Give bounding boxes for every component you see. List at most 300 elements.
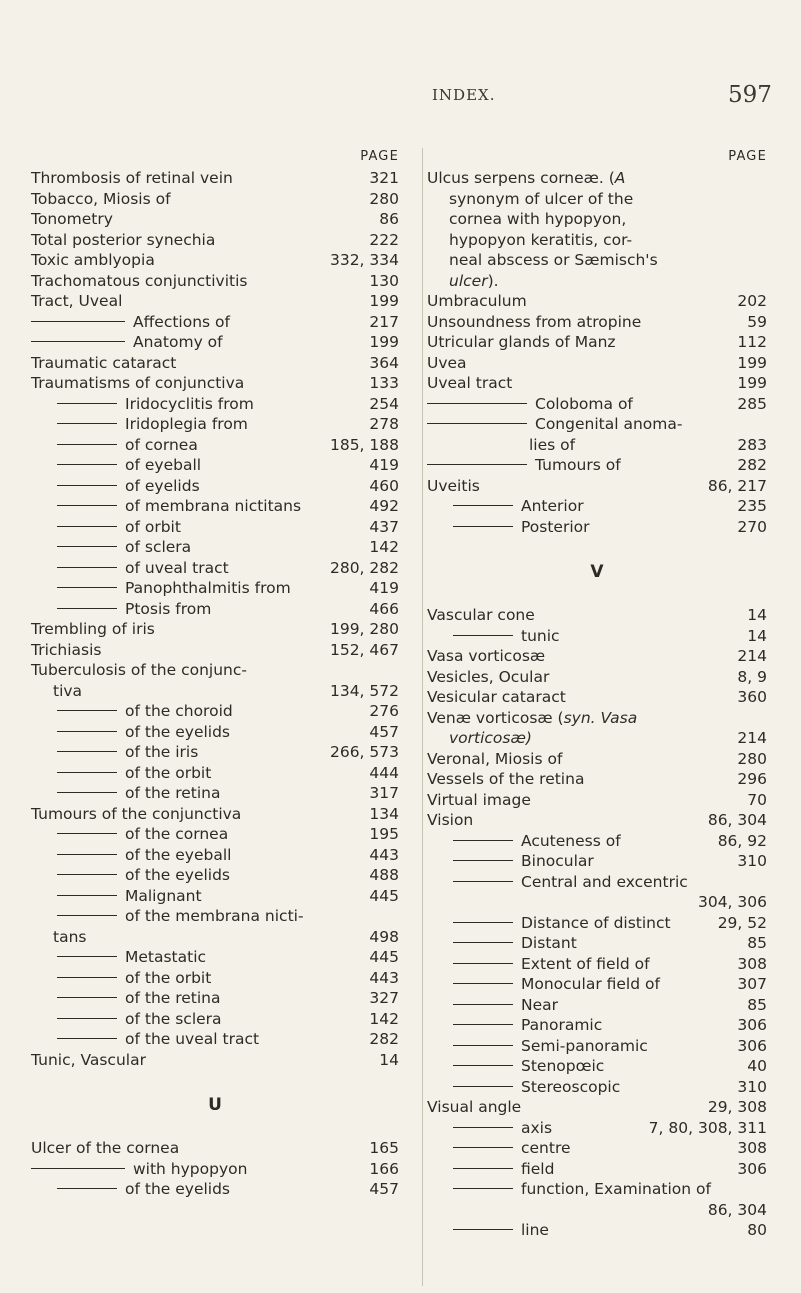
index-entry bbox=[427, 517, 767, 538]
entry-pages: 134, 572 bbox=[329, 681, 399, 700]
ditto-dash bbox=[57, 915, 117, 916]
entry-term: Vessels of the retina bbox=[427, 770, 585, 788]
index-entry bbox=[31, 312, 399, 333]
ditto-dash bbox=[453, 881, 513, 882]
ditto-dash bbox=[453, 922, 513, 923]
ditto-dash bbox=[453, 1024, 513, 1025]
entry-pages: 142 bbox=[369, 538, 399, 556]
ditto-dash bbox=[57, 444, 117, 445]
ditto-dash bbox=[57, 485, 117, 486]
entry-pages: 86, 92 bbox=[717, 831, 767, 850]
ditto-dash bbox=[57, 977, 117, 978]
index-entry-continued: cornea with hypopyon, bbox=[449, 210, 627, 228]
index-entry bbox=[31, 168, 399, 189]
index-entry bbox=[31, 927, 399, 948]
entry-term: Malignant bbox=[125, 886, 202, 905]
entry-term: Virtual image bbox=[427, 790, 531, 809]
entry-term: Tract, Uveal bbox=[31, 292, 123, 310]
entry-term: with hypopyon bbox=[133, 1159, 248, 1178]
ditto-dash bbox=[57, 792, 117, 793]
entry-term: Veronal, Miosis of bbox=[427, 749, 563, 768]
ditto-dash bbox=[453, 505, 513, 506]
entry-term: of uveal tract bbox=[125, 558, 229, 577]
index-entry bbox=[427, 312, 767, 333]
ditto-dash bbox=[57, 526, 117, 527]
index-entry bbox=[427, 913, 767, 934]
entry-pages: 199 bbox=[737, 353, 767, 372]
entry-pages: 283 bbox=[737, 435, 767, 454]
index-entry bbox=[31, 640, 399, 661]
entry-pages: 152, 467 bbox=[329, 640, 399, 659]
index-entries-u-cont bbox=[427, 291, 767, 537]
entry-pages: 29, 308 bbox=[707, 1098, 767, 1116]
entry-term: Anterior bbox=[521, 497, 584, 515]
entry-term: tunic bbox=[521, 626, 560, 645]
entry-pages: 466 bbox=[369, 599, 399, 618]
entry-term: function, Examination of bbox=[521, 1180, 711, 1198]
ditto-dash bbox=[57, 1038, 117, 1039]
index-entry bbox=[31, 1159, 399, 1180]
ditto-dash bbox=[31, 341, 125, 342]
entry-pages: 364 bbox=[369, 353, 399, 372]
index-entry bbox=[427, 728, 767, 749]
entry-pages: 195 bbox=[369, 825, 399, 843]
entry-term: Ulcer of the cornea bbox=[31, 1139, 180, 1157]
section-heading-v: V bbox=[590, 562, 604, 582]
entry-term: Central and excentric bbox=[521, 872, 688, 891]
index-entry bbox=[427, 373, 767, 394]
entry-pages: 488 bbox=[369, 866, 399, 884]
ditto-dash bbox=[453, 1229, 513, 1230]
entry-pages: 86, 304 bbox=[707, 1200, 767, 1219]
entry-term: Traumatisms of conjunctiva bbox=[31, 374, 245, 392]
entry-term: field bbox=[521, 1159, 555, 1178]
entry-term: Vascular cone bbox=[427, 606, 535, 624]
entry-pages: 85 bbox=[747, 995, 767, 1014]
index-entry bbox=[427, 455, 767, 476]
entry-pages: 332, 334 bbox=[329, 251, 399, 269]
index-entry bbox=[31, 886, 399, 907]
index-entry bbox=[31, 660, 399, 681]
entry-pages: 308 bbox=[737, 1139, 767, 1157]
entry-pages: 306 bbox=[737, 1016, 767, 1034]
ditto-dash bbox=[57, 403, 117, 404]
ditto-dash bbox=[453, 942, 513, 943]
entry-pages: 14 bbox=[747, 606, 767, 624]
index-entry bbox=[427, 974, 767, 995]
entry-term: of the choroid bbox=[125, 702, 233, 720]
index-entry bbox=[31, 599, 399, 620]
entry-term: Iridoplegia from bbox=[125, 415, 248, 433]
entry-pages: 280 bbox=[369, 189, 399, 208]
entry-term: Vesicular cataract bbox=[427, 688, 566, 706]
ditto-dash bbox=[57, 505, 117, 506]
ditto-dash bbox=[453, 1168, 513, 1169]
index-entry bbox=[427, 687, 767, 708]
entry-pages: 199 bbox=[369, 292, 399, 310]
left-column bbox=[31, 146, 399, 1200]
index-entry-continued: hypopyon keratitis, cor- bbox=[449, 230, 633, 249]
index-entry bbox=[427, 1097, 767, 1118]
entry-term: of the retina bbox=[125, 989, 221, 1007]
entry-term: Trembling of iris bbox=[31, 620, 155, 638]
entry-pages: 282 bbox=[369, 1030, 399, 1048]
entry-pages: 80 bbox=[747, 1221, 767, 1239]
index-entry bbox=[427, 1056, 767, 1077]
entry-pages: 327 bbox=[369, 989, 399, 1007]
entry-term: of the membrana nicti- bbox=[125, 907, 304, 925]
entry-pages: 443 bbox=[369, 845, 399, 864]
ditto-dash bbox=[57, 731, 117, 732]
page-header bbox=[0, 0, 801, 130]
ditto-dash bbox=[453, 1065, 513, 1066]
index-entry bbox=[31, 373, 399, 394]
ditto-dash bbox=[31, 321, 125, 322]
index-entry bbox=[31, 537, 399, 558]
entry-term: Monocular field of bbox=[521, 975, 660, 993]
entry-term: Uveal tract bbox=[427, 374, 513, 392]
entry-pages: 165 bbox=[369, 1139, 399, 1157]
entry-pages: 8, 9 bbox=[737, 667, 767, 686]
index-entry bbox=[31, 763, 399, 784]
index-entry bbox=[31, 332, 399, 353]
entry-pages: 492 bbox=[369, 497, 399, 515]
ditto-dash bbox=[57, 956, 117, 957]
entry-pages: 460 bbox=[369, 476, 399, 495]
entry-pages: 304, 306 bbox=[697, 893, 767, 911]
index-entry bbox=[31, 455, 399, 476]
entry-pages: 235 bbox=[737, 497, 767, 515]
entry-pages: 419 bbox=[369, 456, 399, 474]
ditto-dash bbox=[453, 526, 513, 527]
index-entries-t bbox=[31, 168, 399, 1070]
entry-pages: 59 bbox=[747, 312, 767, 331]
entry-pages: 217 bbox=[369, 312, 399, 331]
entry-term: Umbraculum bbox=[427, 292, 527, 310]
index-entry bbox=[31, 291, 399, 312]
ditto-dash bbox=[57, 874, 117, 875]
entry-term: Tunic, Vascular bbox=[31, 1050, 146, 1069]
ditto-dash bbox=[57, 895, 117, 896]
entry-term: of sclera bbox=[125, 538, 192, 556]
entry-term: vorticosæ) bbox=[449, 729, 532, 747]
entry-term: Vision bbox=[427, 811, 474, 829]
ditto-dash bbox=[453, 1004, 513, 1005]
index-entry bbox=[31, 1050, 399, 1071]
entry-pages: 321 bbox=[369, 169, 399, 187]
index-entry bbox=[427, 810, 767, 831]
entry-term: Vesicles, Ocular bbox=[427, 667, 550, 686]
entry-pages: 444 bbox=[369, 763, 399, 782]
entry-term: of orbit bbox=[125, 517, 181, 536]
entry-term: of the eyelids bbox=[125, 722, 231, 741]
index-entry bbox=[427, 1077, 767, 1098]
entry-term: Tonometry bbox=[31, 210, 113, 228]
index-entry bbox=[427, 1179, 767, 1200]
index-entries-v bbox=[427, 605, 767, 1241]
entry-term: Uveitis bbox=[427, 476, 480, 495]
entry-term: Trachomatous conjunctivitis bbox=[31, 271, 248, 290]
right-column bbox=[427, 146, 767, 1241]
entry-pages: 7, 80, 308, 311 bbox=[648, 1118, 767, 1137]
entry-term: Tumours of bbox=[535, 456, 621, 474]
index-entry bbox=[31, 783, 399, 804]
entry-term-italic: syn. Vasa bbox=[563, 708, 638, 727]
entry-term: Stereoscopic bbox=[521, 1077, 621, 1096]
entry-term: Iridocyclitis from bbox=[125, 394, 254, 413]
entry-pages: 317 bbox=[369, 784, 399, 802]
entry-term: Uvea bbox=[427, 353, 467, 372]
entry-term: of the eyelids bbox=[125, 866, 231, 884]
entry-pages: 419 bbox=[369, 579, 399, 597]
entry-term: Tobacco, Miosis of bbox=[31, 189, 171, 208]
index-entry bbox=[31, 968, 399, 989]
index-entry bbox=[31, 1009, 399, 1030]
index-entry bbox=[427, 995, 767, 1016]
index-entry bbox=[427, 749, 767, 770]
entry-term: Coloboma of bbox=[535, 394, 633, 413]
index-entry bbox=[31, 1029, 399, 1050]
index-entry bbox=[427, 1036, 767, 1057]
ditto-dash bbox=[57, 997, 117, 998]
index-entry-continued: synonym of ulcer of the bbox=[449, 189, 634, 208]
index-entry bbox=[427, 1138, 767, 1159]
index-entry bbox=[31, 619, 399, 640]
entry-term: of the uveal tract bbox=[125, 1030, 260, 1048]
index-entry bbox=[427, 1220, 767, 1241]
entry-term: Traumatic cataract bbox=[31, 353, 177, 372]
ditto-dash bbox=[453, 1127, 513, 1128]
entry-term: Distance of distinct bbox=[521, 913, 671, 932]
entry-pages: 112 bbox=[737, 333, 767, 351]
entry-term: Ptosis from bbox=[125, 599, 212, 618]
entry-term: of the retina bbox=[125, 784, 221, 802]
entry-pages: 254 bbox=[369, 394, 399, 413]
entry-pages: 437 bbox=[369, 517, 399, 536]
index-entry bbox=[31, 701, 399, 722]
entry-pages: 307 bbox=[737, 975, 767, 993]
entry-pages: 134 bbox=[369, 804, 399, 823]
index-entry bbox=[427, 1159, 767, 1180]
entry-term: Extent of field of bbox=[521, 954, 650, 973]
entry-pages: 86 bbox=[379, 210, 399, 228]
ditto-dash bbox=[57, 423, 117, 424]
entry-term: of membrana nictitans bbox=[125, 497, 302, 515]
entry-term: Semi-panoramic bbox=[521, 1036, 648, 1055]
index-entry bbox=[31, 824, 399, 845]
index-entry bbox=[31, 742, 399, 763]
index-entry bbox=[31, 517, 399, 538]
entry-pages: 280 bbox=[737, 749, 767, 768]
entry-pages: 14 bbox=[379, 1050, 399, 1069]
entry-pages: 445 bbox=[369, 948, 399, 966]
index-entry bbox=[427, 626, 767, 647]
index-entry bbox=[31, 865, 399, 886]
index-entry bbox=[427, 851, 767, 872]
index-entry bbox=[427, 1015, 767, 1036]
index-entry bbox=[427, 954, 767, 975]
entry-pages: 308 bbox=[737, 954, 767, 973]
entry-pages: 266, 573 bbox=[329, 743, 399, 761]
index-entry bbox=[427, 1200, 767, 1221]
entry-term: Tuberculosis of the conjunc- bbox=[31, 661, 247, 679]
entry-term: axis bbox=[521, 1118, 553, 1137]
index-entry bbox=[427, 414, 767, 435]
entry-pages: 85 bbox=[747, 934, 767, 952]
entry-term: of cornea bbox=[125, 435, 198, 454]
entry-pages: 282 bbox=[737, 456, 767, 474]
entry-term: tans bbox=[53, 927, 87, 946]
index-entry bbox=[427, 1118, 767, 1139]
entry-term: Vasa vorticosæ bbox=[427, 647, 546, 665]
index-entry bbox=[31, 476, 399, 497]
ditto-dash bbox=[453, 1086, 513, 1087]
index-entry bbox=[427, 831, 767, 852]
entry-pages: 86, 217 bbox=[707, 476, 767, 495]
index-entry bbox=[31, 722, 399, 743]
index-entry bbox=[31, 1179, 399, 1200]
index-entry bbox=[427, 667, 767, 688]
entry-pages: 14 bbox=[747, 626, 767, 645]
entry-term: Distant bbox=[521, 934, 577, 952]
entry-term: Total posterior synechia bbox=[31, 230, 216, 249]
entry-term: tiva bbox=[53, 681, 83, 700]
ditto-dash bbox=[57, 854, 117, 855]
index-entry: Ulcus serpens corneæ. (A bbox=[427, 169, 626, 187]
entry-pages: 278 bbox=[369, 415, 399, 433]
index-entry bbox=[31, 804, 399, 825]
entry-term: Panoramic bbox=[521, 1016, 603, 1034]
entry-term: lies of bbox=[529, 435, 576, 454]
index-entry bbox=[31, 250, 399, 271]
ditto-dash bbox=[57, 567, 117, 568]
entry-term: of the sclera bbox=[125, 1009, 222, 1028]
entry-pages: 214 bbox=[737, 729, 767, 747]
ditto-dash bbox=[453, 1045, 513, 1046]
ditto-dash bbox=[57, 464, 117, 465]
entry-pages: 498 bbox=[369, 927, 399, 946]
entry-term: of the eyelids bbox=[125, 1180, 231, 1198]
entry-term: of the cornea bbox=[125, 825, 229, 843]
entry-term: centre bbox=[521, 1139, 571, 1157]
ditto-dash bbox=[57, 1188, 117, 1189]
running-title: INDEX. bbox=[432, 86, 496, 104]
index-entry bbox=[427, 769, 767, 790]
entry-term: Anatomy of bbox=[133, 333, 223, 351]
page-column-label: PAGE bbox=[360, 149, 399, 164]
ditto-dash bbox=[57, 587, 117, 588]
entry-term: Tumours of the conjunctiva bbox=[31, 804, 242, 823]
ditto-dash bbox=[57, 608, 117, 609]
index-entry bbox=[31, 209, 399, 230]
entry-pages: 276 bbox=[369, 702, 399, 720]
entry-term: Acuteness of bbox=[521, 831, 621, 850]
index-entry bbox=[427, 933, 767, 954]
entry-term: of eyelids bbox=[125, 476, 200, 495]
entry-term: of the iris bbox=[125, 743, 199, 761]
entry-pages: 70 bbox=[747, 790, 767, 809]
ditto-dash bbox=[57, 772, 117, 773]
index-entry bbox=[427, 646, 767, 667]
index-entry-continued: ulcer). bbox=[449, 271, 499, 290]
entry-pages: 86, 304 bbox=[707, 811, 767, 829]
entry-pages: 29, 52 bbox=[717, 913, 767, 932]
index-entry bbox=[31, 394, 399, 415]
entry-term: Visual angle bbox=[427, 1098, 522, 1116]
index-entry bbox=[427, 332, 767, 353]
index-entry bbox=[427, 708, 767, 729]
entry-pages: 310 bbox=[737, 852, 767, 870]
entry-pages: 199, 280 bbox=[329, 620, 399, 638]
entry-term: line bbox=[521, 1221, 549, 1239]
column-divider bbox=[422, 148, 423, 1286]
entry-pages: 40 bbox=[747, 1057, 767, 1075]
entry-pages: 130 bbox=[369, 271, 399, 290]
index-entry bbox=[31, 845, 399, 866]
index-entry-continued: neal abscess or Sæmisch's bbox=[449, 251, 658, 269]
entry-term: Binocular bbox=[521, 852, 594, 870]
entry-term: Stenopœic bbox=[521, 1057, 605, 1075]
entry-term: of the orbit bbox=[125, 763, 212, 782]
index-entry bbox=[31, 271, 399, 292]
entry-pages: 199 bbox=[737, 374, 767, 392]
index-entry bbox=[31, 906, 399, 927]
index-entry bbox=[427, 435, 767, 456]
ditto-dash bbox=[453, 983, 513, 984]
entry-term: Congenital anoma- bbox=[535, 415, 683, 433]
entry-pages: 202 bbox=[737, 292, 767, 310]
ditto-dash bbox=[427, 403, 527, 404]
entry-pages: 280, 282 bbox=[329, 558, 399, 577]
ditto-dash bbox=[453, 1188, 513, 1189]
entry-term: Thrombosis of retinal vein bbox=[31, 169, 233, 187]
entry-term: Panophthalmitis from bbox=[125, 579, 291, 597]
entry-pages: 270 bbox=[737, 517, 767, 536]
entry-term: Trichiasis bbox=[31, 640, 102, 659]
index-entry bbox=[31, 414, 399, 435]
entry-pages: 285 bbox=[737, 394, 767, 413]
index-entry bbox=[427, 394, 767, 415]
entry-term: of eyeball bbox=[125, 456, 202, 474]
entry-pages: 185, 188 bbox=[329, 435, 399, 454]
entry-pages: 443 bbox=[369, 968, 399, 987]
ditto-dash bbox=[57, 546, 117, 547]
ditto-dash bbox=[427, 423, 527, 424]
index-entry bbox=[427, 291, 767, 312]
ulcus-entry bbox=[427, 168, 767, 291]
ditto-dash bbox=[57, 833, 117, 834]
entry-pages: 445 bbox=[369, 886, 399, 905]
ditto-dash bbox=[453, 860, 513, 861]
index-entry bbox=[427, 872, 767, 893]
entry-term: of the orbit bbox=[125, 968, 212, 987]
index-entry bbox=[31, 189, 399, 210]
entry-pages: 142 bbox=[369, 1009, 399, 1028]
entry-pages: 310 bbox=[737, 1077, 767, 1096]
index-entry bbox=[427, 892, 767, 913]
entry-term: Toxic amblyopia bbox=[31, 251, 155, 269]
index-entry bbox=[31, 353, 399, 374]
entry-term: Metastatic bbox=[125, 948, 207, 966]
ditto-dash bbox=[57, 1018, 117, 1019]
entry-pages: 222 bbox=[369, 230, 399, 249]
index-entry bbox=[31, 435, 399, 456]
ditto-dash bbox=[57, 710, 117, 711]
ditto-dash bbox=[453, 840, 513, 841]
entry-pages: 166 bbox=[369, 1159, 399, 1178]
index-entry bbox=[31, 230, 399, 251]
entry-pages: 133 bbox=[369, 374, 399, 392]
